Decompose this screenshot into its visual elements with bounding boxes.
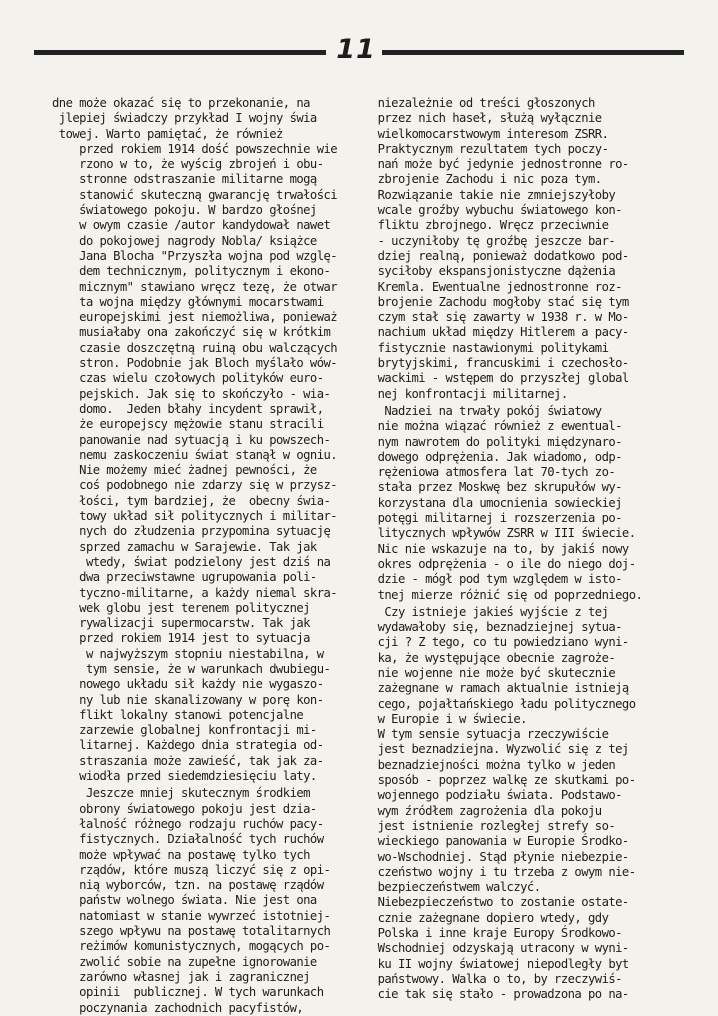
- text-line: zbrojenie Zachodu i nic poza tym.: [364, 172, 602, 187]
- text-line: coś podobnego nie zdarzy się w przysz-: [52, 478, 338, 493]
- text-line: wielkomocarstwowym interesom ZSRR.: [364, 126, 609, 141]
- text-line: beznadziejności można tylko w jeden: [364, 757, 616, 772]
- text-line: niezależnie od treści głoszonych: [364, 96, 595, 110]
- text-line: musiałaby ona zakończyć się w krótkim: [52, 325, 331, 340]
- text-line: sposób - poprzez walkę ze skutkami po-: [364, 773, 636, 788]
- paragraph: [364, 404, 684, 603]
- text-line: cznie zażegnane dopiero wtedy, gdy: [364, 910, 609, 925]
- text-line: syciłoby ekspansjonistyczne dążenia: [364, 264, 616, 279]
- text-line: Nie możemy mieć żadnej pewności, że: [52, 463, 317, 478]
- text-line: bezpieczeństwem walczyć.: [364, 880, 541, 895]
- text-line: fistycznie nastawionymi politykami: [364, 340, 609, 355]
- header-rule-left: [34, 50, 326, 55]
- text-line: nej konfrontacji militarnej.: [364, 386, 568, 401]
- text-line: w najwyższym stopniu niestabilna, w: [52, 646, 324, 661]
- text-line: rządów, które muszą liczyć się z opi-: [52, 862, 331, 877]
- text-line: czasie doszczętną ruiną obu walczących: [52, 340, 338, 355]
- text-line: państw wolnego świata. Nie jest ona: [52, 893, 317, 908]
- text-line: w owym czasie /autor kandydował nawet: [52, 218, 331, 233]
- text-line: wydawałoby się, beznadziejnej sytua-: [364, 620, 622, 635]
- text-line: Rozwiązanie takie nie zmniejszyłoby: [364, 187, 616, 202]
- text-line: stanowić skuteczną gwarancję trwałości: [52, 187, 338, 202]
- text-line: przez nich haseł, służą wyłącznie: [364, 111, 602, 126]
- text-line: cie tak się stało - prowadzona po na-: [364, 987, 629, 1002]
- text-line: światowego pokoju. W bardzo głośnej: [52, 203, 317, 218]
- text-line: wek globu jest terenem politycznej: [52, 600, 310, 615]
- text-line: opinii publicznej. W tych warunkach: [52, 985, 324, 1000]
- text-line: Niebezpieczeństwo to zostanie ostate-: [364, 895, 629, 910]
- text-line: Kremla. Ewentualne jednostronne roz-: [364, 279, 622, 294]
- text-line: stron. Podobnie jak Bloch myślało wów-: [52, 356, 338, 371]
- text-line: nią wyborców, tzn. na postawę rządów: [52, 878, 324, 893]
- text-line: fliktu zbrojnego. Wręcz przeciwnie: [364, 218, 609, 233]
- text-line: cego, pojałtańskiego ładu politycznego: [364, 696, 636, 711]
- text-line: ka, że występujące obecnie zagroże-: [364, 650, 616, 665]
- text-line: czym stał się zawarty w 1938 r. w Mo-: [364, 310, 629, 325]
- text-line: dzie - mógł pod tym względem w isto-: [364, 572, 622, 587]
- text-line: tnej mierze różnić się od poprzedniego.: [364, 587, 643, 602]
- text-line: wo-Wschodniej. Stąd płynie niebezpie-: [364, 849, 629, 864]
- paragraph: [52, 96, 350, 784]
- text-line: nemu zaskoczeniu świat stanął w ogniu.: [52, 447, 338, 462]
- text-line: cji ? Z tego, co tu powiedziano wyni-: [364, 635, 629, 650]
- text-line: do pokojowej nagrody Nobla/ książce: [52, 233, 317, 248]
- text-line: przed rokiem 1914 jest to sytuacja: [52, 631, 310, 646]
- paragraph: [52, 786, 350, 1015]
- text-line: czas wielu czołowych polityków euro-: [52, 371, 324, 386]
- text-line: poczynania zachodnich pacyfistów,: [52, 1000, 304, 1015]
- left-column: [52, 96, 350, 1016]
- text-line: nachium układ między Hitlerem a pacy-: [364, 325, 629, 340]
- text-line: zarówno własnej jak i zagranicznej: [52, 969, 310, 984]
- text-line: dne może okazać się to przekonanie, na: [52, 96, 310, 110]
- text-line: sprzed zamachu w Sarajewie. Tak jak: [52, 539, 317, 554]
- text-line: czeństwo wojny i tu trzeba z owym nie-: [364, 864, 636, 879]
- text-line: brytyjskimi, francuskimi i czechosło-: [364, 356, 629, 371]
- text-line: nań może być jedynie jednostronne ro-: [364, 157, 629, 172]
- text-line: nie można wiązać również z ewentual-: [364, 419, 622, 434]
- right-column: [364, 96, 684, 1003]
- text-line: Praktycznym rezultatem tych poczy-: [364, 141, 609, 156]
- text-line: rzono w to, że wyścig zbrojeń i obu-: [52, 157, 324, 172]
- text-line: W tym sensie sytuacja rzeczywiście: [364, 727, 609, 742]
- text-line: ta wojna między głównymi mocarstwami: [52, 294, 324, 309]
- text-line: łalność różnego rodzaju ruchów pacy-: [52, 816, 324, 831]
- text-line: Jana Blocha "Przyszła wojna pod wzglę-: [52, 248, 338, 263]
- text-line: wiodła przed siedemdziesięciu laty.: [52, 769, 317, 784]
- paragraph: [364, 96, 684, 402]
- text-line: stała przez Moskwę bez skrupułów wy-: [364, 480, 622, 495]
- text-line: Nadziei na trwały pokój światowy: [364, 403, 602, 418]
- text-line: tym sensie, że w warunkach dwubiegu-: [52, 661, 331, 676]
- text-line: korzystana dla umocnienia sowieckiej: [364, 495, 622, 510]
- page-number: 11: [336, 34, 376, 65]
- text-line: wackimi - wstępem do przyszłej global: [364, 371, 629, 386]
- text-line: Czy istnieje jakieś wyjście z tej: [364, 604, 609, 619]
- text-line: flikt lokalny stanowi potencjalne: [52, 707, 304, 722]
- text-line: dem technicznym, politycznym i ekono-: [52, 264, 331, 279]
- text-line: domo. Jeden błahy incydent sprawił,: [52, 401, 324, 416]
- text-line: litycznych wpływów ZSRR w III świecie.: [364, 526, 636, 541]
- text-line: przed rokiem 1914 dość powszechnie wie: [52, 141, 338, 156]
- text-line: Nic nie wskazuje na to, by jakiś nowy: [364, 541, 629, 556]
- text-line: że europejscy mężowie stanu stracili: [52, 417, 324, 432]
- text-line: micznym" stawiano wręcz tezę, że otwar: [52, 279, 338, 294]
- page-header: [34, 36, 684, 72]
- text-line: litarnej. Każdego dnia strategia od-: [52, 738, 324, 753]
- text-line: panowanie nad sytuacją i ku powszech-: [52, 432, 331, 447]
- text-line: tyczno-militarne, a każdy niemal skra-: [52, 585, 338, 600]
- text-line: straszania może zawieść, tak jak za-: [52, 753, 324, 768]
- text-line: europejskimi jest niemożliwa, ponieważ: [52, 310, 338, 325]
- text-line: fistycznych. Działalność tych ruchów: [52, 832, 324, 847]
- text-line: wojennego podziału świata. Podstawo-: [364, 788, 622, 803]
- text-line: nowego układu sił każdy nie wygaszo-: [52, 677, 324, 692]
- text-line: nie wojenne nie może być skutecznie: [364, 665, 616, 680]
- text-line: Wschodniej odzyskają utracony w wyni-: [364, 941, 629, 956]
- text-line: szego wpływu na postawę totalitarnych: [52, 924, 331, 939]
- paragraph: [364, 605, 684, 1003]
- text-line: rężeniowa atmosfera lat 70-tych zo-: [364, 465, 616, 480]
- text-line: dziej realną, ponieważ dodatkowo pod-: [364, 248, 629, 263]
- text-line: dowego odprężenia. Jak wiadomo, odp-: [364, 449, 622, 464]
- text-line: w Europie i w świecie.: [364, 711, 527, 726]
- header-rule-right: [382, 50, 684, 55]
- text-line: wtedy, świat podzielony jest dziś na: [52, 554, 331, 569]
- text-line: rywalizacji supermocarstw. Tak jak: [52, 616, 310, 631]
- text-line: łości, tym bardziej, że obecny świa-: [52, 493, 331, 508]
- text-line: nym nawrotem do polityki międzynaro-: [364, 434, 622, 449]
- text-line: ny lub nie skanalizowany w porę kon-: [52, 692, 324, 707]
- text-line: reżimów komunistycznych, mogących po-: [52, 939, 331, 954]
- text-line: zażegnane w ramach aktualnie istnieją: [364, 681, 629, 696]
- text-line: towej. Warto pamiętać, że również: [52, 126, 283, 141]
- text-line: stronne odstraszanie militarne mogą: [52, 172, 317, 187]
- text-line: może wpływać na postawę tylko tych: [52, 847, 310, 862]
- text-line: okres odprężenia - o ile do niego doj-: [364, 556, 636, 571]
- text-line: wieckiego panowania w Europie Środko-: [364, 834, 629, 849]
- text-line: jlepiej świadczy przykład I wojny świa: [52, 111, 317, 126]
- text-line: pejskich. Jak się to skończyło - wia-: [52, 386, 331, 401]
- text-line: dwa przeciwstawne ugrupowania poli-: [52, 570, 317, 585]
- text-line: zwolić sobie na zupełne ignorowanie: [52, 954, 317, 969]
- text-line: natomiast w stanie wywrzeć istotniej-: [52, 908, 331, 923]
- text-line: jest beznadziejna. Wyzwolić się z tej: [364, 742, 629, 757]
- text-line: Jeszcze mniej skutecznym środkiem: [52, 786, 310, 801]
- text-line: brojenie Zachodu mogłoby stać się tym: [364, 294, 629, 309]
- text-line: potęgi militarnej i rozszerzenia po-: [364, 511, 622, 526]
- text-line: państwowy. Walka o to, by rzeczywiś-: [364, 971, 622, 986]
- text-line: zarzewie globalnej konfrontacji mi-: [52, 723, 317, 738]
- text-line: obrony światowego pokoju jest dzia-: [52, 801, 317, 816]
- text-line: - uczyniłoby tę groźbę jeszcze bar-: [364, 233, 616, 248]
- text-line: towy układ sił politycznych i militar-: [52, 509, 338, 524]
- text-line: ku II wojny światowej niepodległy byt: [364, 956, 629, 971]
- text-line: wcale groźby wybuchu światowego kon-: [364, 203, 622, 218]
- text-line: nych do złudzenia przypomina sytuację: [52, 524, 331, 539]
- text-line: Polska i inne kraje Europy Środkowo-: [364, 926, 622, 941]
- text-line: jest istnienie rozległej strefy so-: [364, 818, 616, 833]
- text-line: wym źródłem zagrożenia dla pokoju: [364, 803, 602, 818]
